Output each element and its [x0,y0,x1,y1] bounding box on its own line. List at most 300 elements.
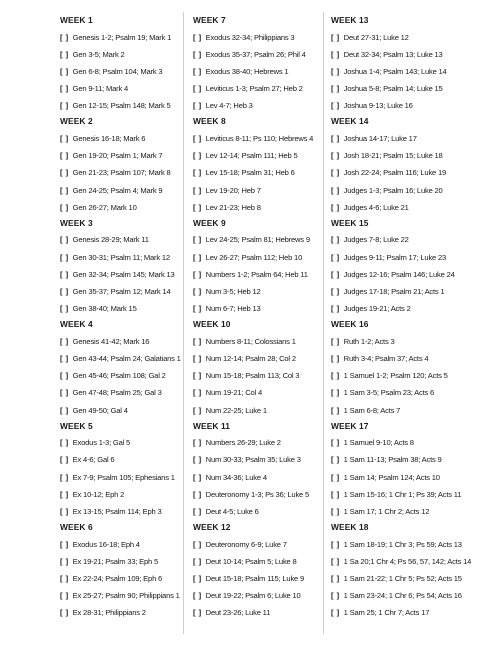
checkbox[interactable]: [ ] [60,556,69,566]
reading-text: Exodus 32-34; Philippians 3 [205,32,295,42]
checkbox[interactable]: [ ] [331,252,340,262]
checkbox[interactable]: [ ] [60,66,69,76]
reading-item[interactable] [60,46,178,63]
reading-text: Genesis 28-29; Mark 11 [72,235,149,245]
checkbox[interactable]: [ ] [60,539,69,549]
reading-text: 1 Sam 6-8; Acts 7 [343,405,401,415]
checkbox[interactable]: [ ] [60,252,69,262]
reading-item[interactable] [193,384,320,401]
reading-item[interactable] [193,402,320,419]
reading-text: Lev 26-27; Psalm 112; Heb 10 [205,252,303,262]
reading-item[interactable] [331,164,491,181]
reading-item[interactable] [60,402,178,419]
reading-text: Joshua 9-13; Luke 16 [343,101,413,111]
reading-text: Gen 19-20; Psalm 1; Mark 7 [72,151,163,161]
checkbox[interactable]: [ ] [193,252,202,262]
reading-item[interactable] [193,604,320,621]
reading-item[interactable] [331,80,491,97]
reading-item[interactable] [331,249,491,266]
checkbox[interactable]: [ ] [331,101,340,111]
reading-text: Numbers 8-11; Colossians 1 [205,336,296,346]
reading-item[interactable] [331,570,491,587]
reading-text: 1 Sam 3-5; Psalm 23; Acts 6 [343,388,435,398]
reading-item[interactable] [331,63,491,80]
column-3 [331,13,491,622]
reading-item[interactable] [331,333,491,350]
week-block [331,216,491,317]
column-2 [193,13,320,622]
reading-item[interactable] [193,333,320,350]
week-block [331,317,491,418]
reading-text: Exodus 35-37; Psalm 26; Phil 4 [205,49,306,59]
reading-item[interactable] [60,570,178,587]
reading-item[interactable] [193,97,320,114]
reading-item[interactable] [60,451,178,468]
reading-text: 1 Sa 20;1 Chr 4; Ps 56, 57, 142; Acts 14 [343,556,472,566]
reading-text: 1 Sam 11-13; Psalm 38; Acts 9 [343,455,442,465]
week-heading: WEEK 11 [193,420,231,431]
reading-text: 1 Sam 15-16; 1 Chr 1; Ps 39; Acts 11 [343,489,462,499]
column-1 [60,13,181,622]
reading-item[interactable] [60,80,178,97]
reading-item[interactable] [60,604,178,621]
checkbox[interactable]: [ ] [193,202,202,212]
reading-text: Ex 10-12; Eph 2 [72,489,125,499]
reading-text: Judges 4-6; Luke 21 [343,202,409,212]
reading-item[interactable] [331,434,491,451]
reading-text: Lev 24-25; Psalm 81; Hebrews 9 [205,235,310,245]
checkbox[interactable]: [ ] [60,608,69,618]
checkbox[interactable]: [ ] [60,168,69,178]
checkbox[interactable]: [ ] [60,489,69,499]
reading-item[interactable] [193,536,320,553]
reading-item[interactable] [60,63,178,80]
checkbox[interactable]: [ ] [60,202,69,212]
reading-item[interactable] [60,350,181,367]
checkbox[interactable]: [ ] [331,608,340,618]
reading-item[interactable] [331,503,491,520]
reading-item[interactable] [331,587,491,604]
week-heading: WEEK 15 [331,217,369,228]
checkbox[interactable]: [ ] [331,84,340,94]
reading-item[interactable] [193,451,320,468]
checkbox[interactable]: [ ] [193,151,202,161]
reading-text: Deuteronomy 1-3; Ps 36; Luke 5 [205,489,309,499]
reading-item[interactable] [60,29,178,46]
checkbox[interactable]: [ ] [60,101,69,111]
reading-item[interactable] [331,553,491,570]
checkbox[interactable]: [ ] [193,286,202,296]
reading-text: Leviticus 8-11; Ps 110; Hebrews 4 [205,133,314,143]
reading-text: Joshua 5-8; Psalm 14; Luke 15 [343,84,443,94]
reading-item[interactable] [331,367,491,384]
checkbox[interactable]: [ ] [60,286,69,296]
reading-text: Numbers 1-2; Psalm 64; Heb 11 [205,269,308,279]
reading-item[interactable] [60,199,178,216]
week-block [60,419,178,520]
checkbox[interactable]: [ ] [331,235,340,245]
week-heading: WEEK 8 [193,116,226,127]
reading-text: Gen 32-34; Psalm 145; Mark 13 [72,269,175,279]
week-heading: WEEK 4 [60,319,93,330]
reading-text: Ex 25-27; Psalm 90; Philippians 1 [72,591,180,601]
reading-item[interactable] [331,46,491,63]
checkbox[interactable]: [ ] [60,591,69,601]
checkbox[interactable]: [ ] [60,405,69,415]
checkbox[interactable]: [ ] [331,438,340,448]
reading-text: Judges 12-16; Psalm 146; Luke 24 [343,269,455,279]
reading-text: Deut 19-22; Psalm 6; Luke 10 [205,591,301,601]
checkbox[interactable]: [ ] [193,591,202,601]
checkbox[interactable]: [ ] [60,49,69,59]
reading-text: 1 Sam 21-22; 1 Chr 5; Ps 52; Acts 15 [343,574,462,584]
reading-text: 1 Sam 17; 1 Chr 2; Acts 12 [343,507,430,516]
checkbox[interactable]: [ ] [193,556,202,566]
checkbox[interactable]: [ ] [60,354,69,363]
reading-item[interactable] [193,587,320,604]
reading-item[interactable] [60,97,178,114]
reading-item[interactable] [60,164,178,181]
column-divider [323,12,324,634]
checkbox[interactable]: [ ] [193,539,202,549]
reading-text: Num 19-21; Col 4 [205,388,262,398]
reading-text: Num 15-18; Psalm 113; Col 3 [205,371,300,381]
checkbox[interactable]: [ ] [193,101,202,111]
checkbox[interactable]: [ ] [193,235,202,245]
reading-text: Ex 19-21; Psalm 33; Eph 5 [72,556,159,566]
reading-item[interactable] [331,130,491,147]
reading-item[interactable] [193,553,320,570]
week-heading: WEEK 14 [331,116,369,127]
reading-text: Joshua 1-4; Psalm 143; Luke 14 [343,66,447,76]
reading-item[interactable] [193,469,320,486]
reading-item[interactable] [193,283,320,300]
reading-item[interactable] [193,350,320,367]
reading-text: 1 Samuel 1-2; Psalm 120; Acts 5 [343,371,448,381]
checkbox[interactable]: [ ] [60,336,69,346]
reading-item[interactable] [193,130,320,147]
reading-item[interactable] [193,29,320,46]
reading-item[interactable] [60,503,178,520]
reading-text: 1 Samuel 9-10; Acts 8 [343,438,414,448]
checkbox[interactable]: [ ] [193,304,202,314]
checkbox[interactable]: [ ] [60,151,69,161]
reading-item[interactable] [60,283,178,300]
checkbox[interactable]: [ ] [193,66,202,76]
reading-text: Num 22-25; Luke 1 [205,405,267,415]
checkbox[interactable]: [ ] [331,32,340,42]
reading-text: Judges 1-3; Psalm 16; Luke 20 [343,185,443,195]
week-block [60,13,178,114]
reading-text: Num 34-36; Luke 4 [205,472,267,482]
week-block [193,317,320,418]
reading-text: Gen 21-23; Psalm 107; Mark 8 [72,168,171,178]
reading-item[interactable] [331,604,491,621]
reading-text: Judges 7-8; Luke 22 [343,235,409,245]
reading-item[interactable] [60,587,178,604]
checkbox[interactable]: [ ] [331,304,340,314]
checkbox[interactable]: [ ] [331,472,340,482]
reading-item[interactable] [60,384,178,401]
checkbox[interactable]: [ ] [60,185,69,195]
reading-text: Exodus 16-18; Eph 4 [72,539,140,549]
reading-text: Gen 35-37; Psalm 12; Mark 14 [72,286,171,296]
checkbox[interactable]: [ ] [331,185,340,195]
checkbox[interactable]: [ ] [331,539,340,549]
week-block [331,114,491,215]
reading-item[interactable] [331,97,491,114]
reading-item[interactable] [193,300,320,317]
reading-text: Genesis 16-18; Mark 6 [72,133,146,143]
reading-text: Genesis 1-2; Psalm 19; Mark 1 [72,32,172,42]
reading-item[interactable] [193,199,320,216]
reading-text: Exodus 1-3; Gal 5 [72,438,131,448]
week-block [60,216,178,317]
checkbox[interactable]: [ ] [331,455,340,465]
reading-item[interactable] [331,266,491,283]
week-block [193,114,320,215]
reading-text: Genesis 41-42; Mark 16 [72,336,150,346]
reading-text: Ex 22-24; Psalm 109; Eph 6 [72,574,163,584]
reading-item[interactable] [331,486,491,503]
reading-item[interactable] [193,231,320,248]
week-heading: WEEK 16 [331,319,369,330]
checkbox[interactable]: [ ] [331,151,340,161]
checkbox[interactable]: [ ] [193,354,202,363]
checkbox[interactable]: [ ] [193,269,202,279]
checkbox[interactable]: [ ] [331,507,340,516]
reading-text: Gen 49-50; Gal 4 [72,405,128,415]
reading-text: Gen 24-25; Psalm 4; Mark 9 [72,185,163,195]
reading-text: Num 30-33; Psalm 35; Luke 3 [205,455,301,465]
reading-item[interactable] [60,300,178,317]
checkbox[interactable]: [ ] [193,455,202,465]
checkbox[interactable]: [ ] [60,371,69,381]
reading-item[interactable] [331,283,491,300]
reading-text: Josh 22-24; Psalm 116; Luke 19 [343,168,447,178]
reading-item[interactable] [60,486,178,503]
reading-text: Ex 4-6; Gal 6 [72,455,115,465]
reading-text: Judges 17-18; Psalm 21; Acts 1 [343,286,445,296]
reading-item[interactable] [331,402,491,419]
checkbox[interactable]: [ ] [331,202,340,212]
checkbox[interactable]: [ ] [331,556,340,566]
checkbox[interactable]: [ ] [193,388,202,398]
week-block [60,317,181,418]
reading-item[interactable] [60,553,178,570]
reading-item[interactable] [193,164,320,181]
reading-item[interactable] [331,350,491,367]
checkbox[interactable]: [ ] [193,185,202,195]
reading-text: Lev 15-18; Psalm 31; Heb 6 [205,168,295,178]
reading-item[interactable] [331,29,491,46]
checkbox[interactable]: [ ] [193,608,202,618]
reading-text: 1 Sam 14; Psalm 124; Acts 10 [343,472,440,482]
checkbox[interactable]: [ ] [331,168,340,178]
reading-item[interactable] [331,300,491,317]
reading-text: Ex 7-9; Psalm 105; Ephesians 1 [72,472,175,482]
checkbox[interactable]: [ ] [60,388,69,398]
reading-item[interactable] [331,199,491,216]
reading-item[interactable] [331,384,491,401]
reading-item[interactable] [60,333,178,350]
reading-item[interactable] [193,570,320,587]
week-block [193,520,320,621]
checkbox[interactable]: [ ] [331,354,340,363]
reading-text: Gen 43-44; Psalm 24; Galatians 1 [72,354,181,363]
reading-text: Gen 45-46; Psalm 108; Gal 2 [72,371,166,381]
checkbox[interactable]: [ ] [193,405,202,415]
reading-text: Gen 26-27; Mark 10 [72,202,137,212]
reading-text: Gen 47-48; Psalm 25; Gal 3 [72,388,162,398]
checkbox[interactable]: [ ] [60,133,69,143]
reading-item[interactable] [193,434,320,451]
checkbox[interactable]: [ ] [60,269,69,279]
reading-text: Deut 15-18; Psalm 115; Luke 9 [205,574,304,584]
reading-item[interactable] [60,266,178,283]
reading-item[interactable] [193,80,320,97]
week-block [193,419,320,520]
reading-text: Josh 18-21; Psalm 15; Luke 18 [343,151,443,161]
checkbox[interactable]: [ ] [60,84,69,94]
reading-text: Leviticus 1-3; Psalm 27; Heb 2 [205,84,303,94]
reading-item[interactable] [60,536,178,553]
week-heading: WEEK 5 [60,420,93,431]
reading-text: 1 Sam 18-19; 1 Chr 3; Ps 59; Acts 13 [343,539,462,549]
checkbox[interactable]: [ ] [60,235,69,245]
checkbox[interactable]: [ ] [331,133,340,143]
checkbox[interactable]: [ ] [193,168,202,178]
week-heading: WEEK 10 [193,319,231,330]
reading-text: Deut 4-5; Luke 6 [205,507,259,516]
reading-item[interactable] [193,63,320,80]
reading-text: Lev 19-20; Heb 7 [205,185,261,195]
reading-text: Lev 12-14; Psalm 111; Heb 5 [205,151,298,161]
column-divider [183,12,184,634]
week-heading: WEEK 13 [331,15,369,25]
reading-text: Exodus 38-40; Hebrews 1 [205,66,289,76]
checkbox[interactable]: [ ] [331,269,340,279]
reading-item[interactable] [60,367,178,384]
checkbox[interactable]: [ ] [331,49,340,59]
checkbox[interactable]: [ ] [193,133,202,143]
reading-item[interactable] [193,249,320,266]
checkbox[interactable]: [ ] [60,455,69,465]
checkbox[interactable]: [ ] [331,591,340,601]
checkbox[interactable]: [ ] [60,304,69,314]
reading-text: Gen 6-8; Psalm 104; Mark 3 [72,66,163,76]
checkbox[interactable]: [ ] [193,336,202,346]
reading-item[interactable] [193,367,320,384]
reading-item[interactable] [193,486,320,503]
checkbox[interactable]: [ ] [193,507,202,516]
checkbox[interactable]: [ ] [331,574,340,584]
checkbox[interactable]: [ ] [60,472,69,482]
checkbox[interactable]: [ ] [193,438,202,448]
week-heading: WEEK 3 [60,217,93,228]
reading-item[interactable] [60,434,178,451]
checkbox[interactable]: [ ] [331,405,340,415]
reading-text: Gen 30-31; Psalm 11; Mark 12 [72,252,170,262]
checkbox[interactable]: [ ] [331,371,340,381]
reading-item[interactable] [193,266,320,283]
checkbox[interactable]: [ ] [331,388,340,398]
checkbox[interactable]: [ ] [193,489,202,499]
reading-text: Num 12-14; Psalm 28; Col 2 [205,354,296,363]
checkbox[interactable]: [ ] [331,286,340,296]
week-heading: WEEK 7 [193,15,226,25]
reading-text: Deut 27-31; Luke 12 [343,32,409,42]
reading-item[interactable] [60,147,178,164]
reading-text: Ruth 1-2; Acts 3 [343,336,395,346]
checkbox[interactable]: [ ] [60,507,69,516]
reading-item[interactable] [193,147,320,164]
reading-text: Deut 10-14; Psalm 5; Luke 8 [205,556,297,566]
reading-text: Gen 38-40; Mark 15 [72,304,137,314]
checkbox[interactable]: [ ] [193,32,202,42]
reading-item[interactable] [331,469,491,486]
checkbox[interactable]: [ ] [193,371,202,381]
reading-text: Deut 32-34; Psalm 13; Luke 13 [343,49,443,59]
week-heading: WEEK 12 [193,522,231,533]
checkbox[interactable]: [ ] [60,32,69,42]
checkbox[interactable]: [ ] [331,66,340,76]
checkbox[interactable]: [ ] [193,84,202,94]
week-block [60,114,178,215]
week-block [331,13,491,114]
reading-item[interactable] [331,536,491,553]
checkbox[interactable]: [ ] [331,336,340,346]
reading-text: Judges 9-11; Psalm 17; Luke 23 [343,252,447,262]
reading-text: Numbers 26-29; Luke 2 [205,438,281,448]
reading-item[interactable] [60,469,178,486]
week-heading: WEEK 1 [60,15,93,25]
reading-text: Gen 12-15; Psalm 148; Mark 5 [72,101,171,111]
checkbox[interactable]: [ ] [331,489,340,499]
checkbox[interactable]: [ ] [60,574,69,584]
checkbox[interactable]: [ ] [193,574,202,584]
reading-item[interactable] [193,503,320,520]
week-block [193,13,320,114]
checkbox[interactable]: [ ] [193,49,202,59]
reading-text: 1 Sam 23-24; 1 Chr 6; Ps 54; Acts 16 [343,591,462,601]
reading-text: Judges 19-21; Acts 2 [343,304,411,314]
week-block [60,520,178,621]
reading-item[interactable] [193,46,320,63]
week-heading: WEEK 2 [60,116,93,127]
week-heading: WEEK 18 [331,522,369,533]
checkbox[interactable]: [ ] [60,438,69,448]
reading-text: Deut 23-26; Luke 11 [205,608,271,618]
reading-text: Num 3-5; Heb 12 [205,286,261,296]
week-block [331,419,491,520]
week-heading: WEEK 17 [331,420,369,431]
reading-item[interactable] [60,130,178,147]
reading-item[interactable] [193,182,320,199]
checkbox[interactable]: [ ] [193,472,202,482]
reading-text: Lev 4-7; Heb 3 [205,101,253,111]
week-heading: WEEK 6 [60,522,93,533]
reading-item[interactable] [331,182,491,199]
reading-text: Ex 13-15; Psalm 114; Eph 3 [72,507,162,516]
reading-item[interactable] [331,231,491,248]
reading-item[interactable] [60,231,178,248]
reading-item[interactable] [60,249,178,266]
reading-item[interactable] [60,182,178,199]
reading-item[interactable] [331,147,491,164]
reading-text: 1 Sam 25; 1 Chr 7; Acts 17 [343,608,430,618]
reading-item[interactable] [331,451,491,468]
